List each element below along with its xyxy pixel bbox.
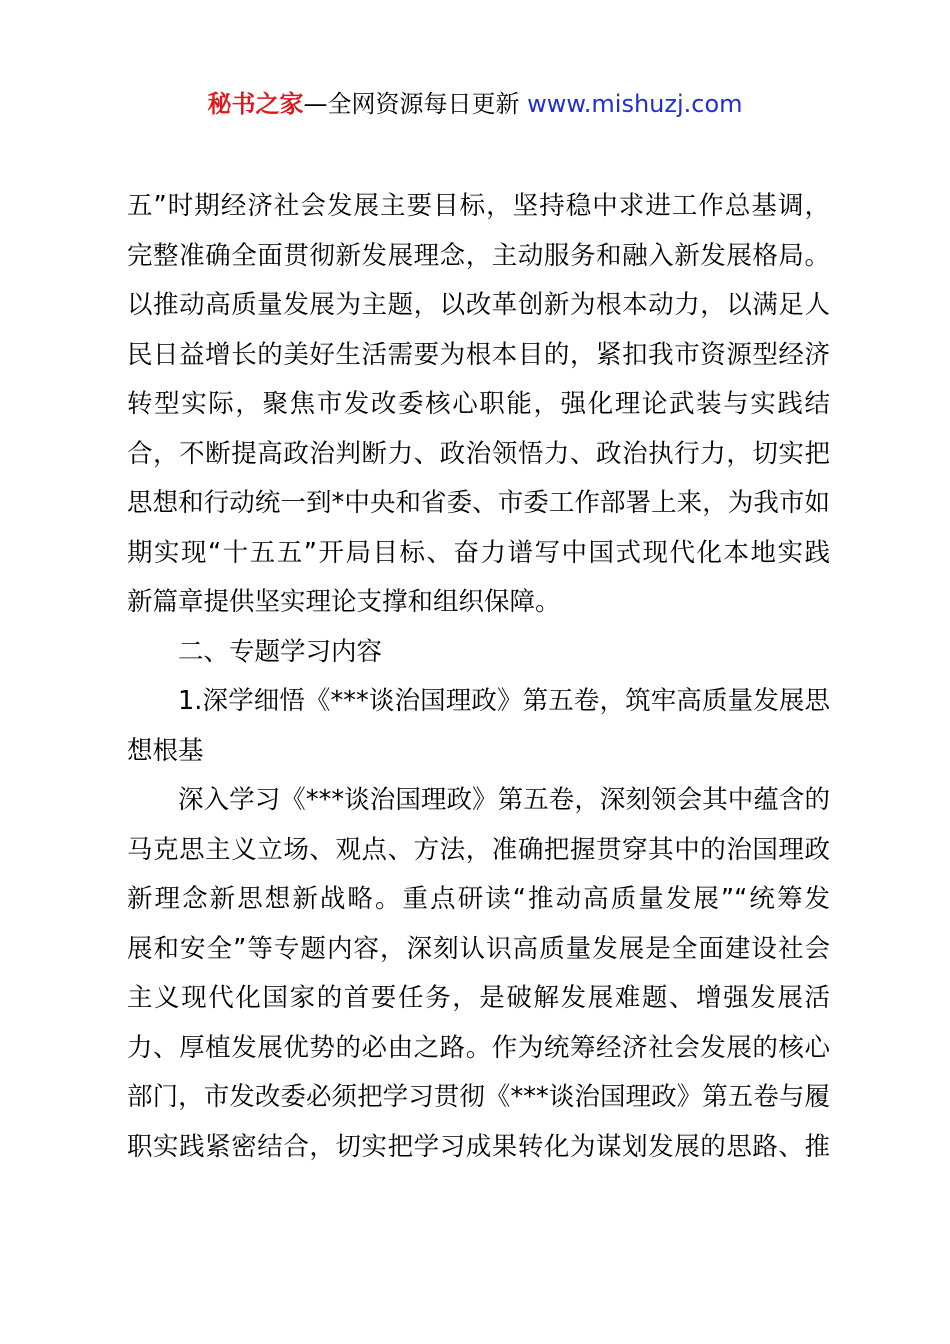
body-line: 力、厚植发展优势的必由之路。作为统筹经济社会发展的核心	[127, 1032, 830, 1063]
body-line: 主义现代化国家的首要任务，是破解发展难题、增强发展活	[127, 983, 830, 1013]
document-header	[0, 86, 950, 122]
body-line: 展和安全”等专题内容，深刻认识高质量发展是全面建设社会	[127, 933, 830, 964]
body-line: 完整准确全面贯彻新发展理念，主动服务和融入新发展格局。	[127, 240, 830, 271]
body-line-paragraph-end: 新篇章提供坚实理论支撑和组织保障。	[127, 587, 561, 617]
subsection-heading-end: 想根基	[127, 735, 204, 766]
body-line: 部门，市发改委必须把学习贯彻《***谈治国理政》第五卷与履	[127, 1082, 830, 1112]
body-line: 以推动高质量发展为主题，以改革创新为根本动力，以满足人	[127, 290, 830, 320]
body-line: 思想和行动统一到*中央和省委、市委工作部署上来，为我市如	[127, 488, 830, 518]
body-line: 新理念新思想新战略。重点研读“推动高质量发展”“统筹发	[127, 884, 830, 914]
section-heading: 二、专题学习内容	[178, 636, 383, 667]
body-line: 职实践紧密结合，切实把学习成果转化为谋划发展的思路、推	[127, 1131, 830, 1162]
header-url[interactable]: www.mishuzj.com	[527, 90, 743, 118]
document-body	[127, 182, 830, 1172]
brand-name: 秘书之家	[207, 90, 304, 118]
body-line: 转型实际，聚焦市发改委核心职能，强化理论武装与实践结	[127, 389, 830, 419]
body-line: 深入学习《***谈治国理政》第五卷，深刻领会其中蕴含的	[178, 785, 830, 815]
body-line: 民日益增长的美好生活需要为根本目的，紧扣我市资源型经济	[127, 339, 830, 370]
body-line: 马克思主义立场、观点、方法，准确把握贯穿其中的治国理政	[127, 834, 830, 865]
body-line: 五”时期经济社会发展主要目标，坚持稳中求进工作总基调，	[127, 191, 830, 221]
subsection-heading: 1.深学细悟《***谈治国理政》第五卷，筑牢高质量发展思	[178, 686, 830, 716]
header-tagline: —全网资源每日更新	[303, 90, 528, 118]
body-line: 期实现“十五五”开局目标、奋力谱写中国式现代化本地实践	[127, 537, 830, 568]
body-line: 合，不断提高政治判断力、政治领悟力、政治执行力，切实把	[127, 438, 830, 469]
